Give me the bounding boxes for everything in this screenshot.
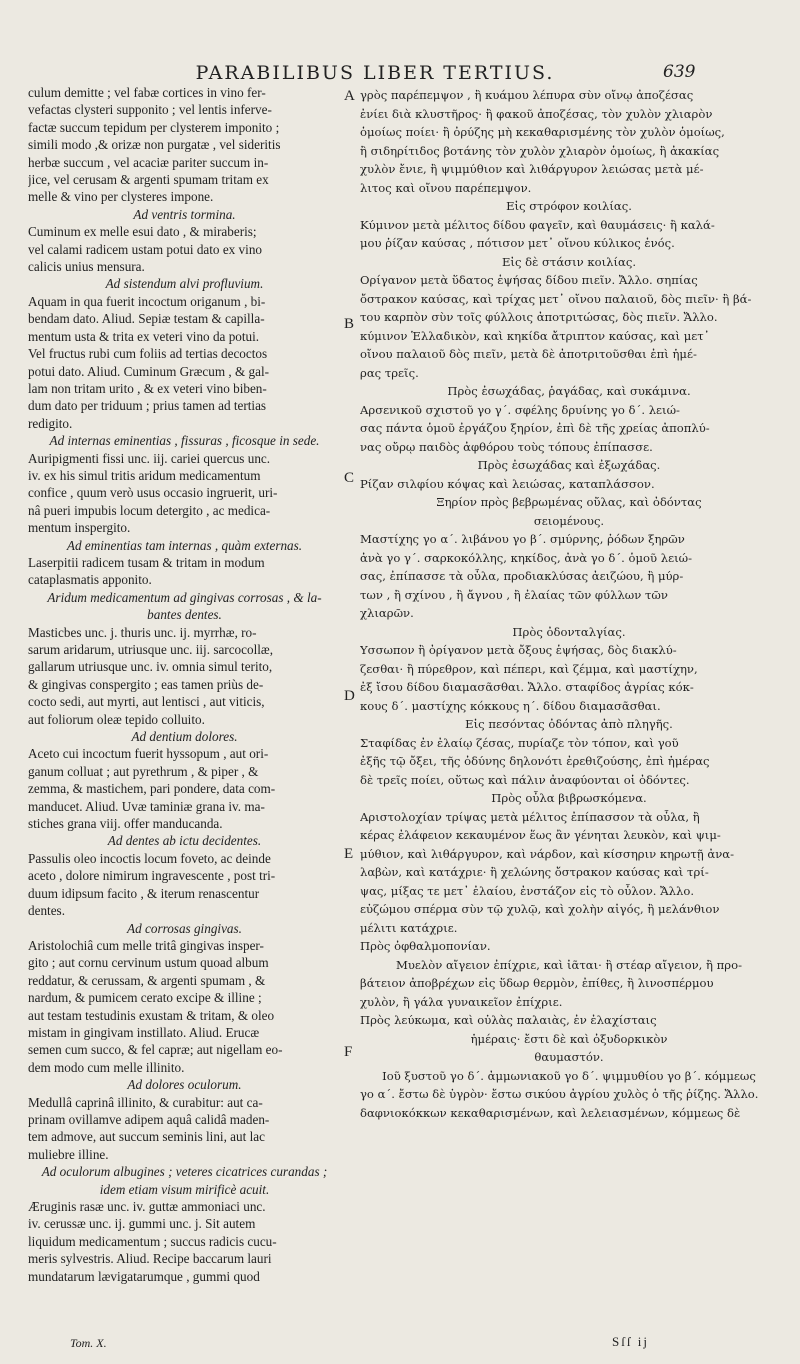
greek-text-line: ἐξῆς τῷ ὄξει, τῆς ὀδύνης δηλονότι ἐρεθιζούσης, ἐπὶ ἡμέρας xyxy=(360,754,710,768)
greek-text-line: του καρπὸν σὺν τοῖς φύλλοις ἀποτριτώσας, δὸς πιεῖν. Ἄλλο. xyxy=(360,310,718,324)
latin-heading: bantes dentes. xyxy=(147,607,222,623)
latin-text-line: muliebre illine. xyxy=(28,1146,109,1162)
latin-text-line: Cuminum ex melle esui dato , & miraberis; xyxy=(28,224,257,240)
latin-text-line: Masticbes unc. j. thuris unc. ij. myrrhæ, ro- xyxy=(28,624,257,640)
running-title: PARABILIBUS LIBER TERTIUS. xyxy=(195,62,555,84)
signature-mark: Sſſ ij xyxy=(612,1334,649,1349)
latin-text-line: dum dato per triduum ; prius tamen ad tertias xyxy=(28,398,267,414)
latin-text-line: Medullâ caprinâ illinito, & curabitur: aut ca- xyxy=(28,1094,263,1110)
margin-letter-e: E xyxy=(344,846,354,862)
greek-text-line: ὄστρακον καύσας, καὶ τρίχας μετ᾽ οἴνου παλαιοῦ, δὸς πιεῖν· ἢ βά- xyxy=(360,291,752,306)
latin-text-line: Aceto cui incoctum fuerit hyssopum , aut ori- xyxy=(28,746,269,762)
latin-text-line: sarum aridarum, utriusque unc. iij. sarcocollæ, xyxy=(28,642,274,657)
greek-text-line: Ρίζαν σιλφίου κόψας καὶ λειώσας, καταπλάσσον. xyxy=(360,476,655,491)
greek-text-line: χλιαρῶν. xyxy=(360,606,414,620)
latin-text-line: gallarum utriusque unc. iv. omnia simul terito, xyxy=(28,659,273,675)
greek-text-line: γρὸς παρέπεμψον , ἢ κυάμου λέπυρα σὺν οἴνῳ ἀποζέσας xyxy=(360,88,694,102)
latin-text-line: stiches grana viij. offer manducanda. xyxy=(28,816,223,832)
latin-text-line: Vel fructus rubi cum foliis ad tertias decoctos xyxy=(28,346,268,362)
latin-text-line: vefactas clysteri supponito ; vel lentis inferve- xyxy=(28,102,272,118)
latin-text-line: dentes. xyxy=(28,903,65,919)
greek-text-line: βάτειον ἀποβρέχων εἰς ὕδωρ θερμὸν, ἐπίθες, ἢ λινοσπέρμου xyxy=(360,976,714,990)
latin-text-line: aceto , dolore nimirum ingravescente , post tri- xyxy=(28,868,276,884)
greek-text-line: ζεσθαι· ἢ πύρεθρον, καὶ πέπερι, καὶ ζέμμα, καὶ μαστίχην, xyxy=(360,661,698,676)
greek-text-line: Αρσενικοῦ σχιστοῦ γο γ΄. σφέλης δρυίνης γο δ΄. λειώ- xyxy=(360,402,680,417)
latin-text-line: Aquam in qua fuerit incoctum origanum , bi- xyxy=(28,293,266,309)
greek-text-line: Πρὸς ὀφθαλμοπονίαν. xyxy=(360,939,491,953)
latin-text-line: bendam dato. Aliud. Sepiæ testam & capilla- xyxy=(28,311,265,327)
greek-text-line: ὁμοίως ποίει· ἢ ὀρύζης μὴ κεκαθαρισμένης τὸν χυλὸν ὁμοίως, xyxy=(360,125,725,139)
latin-text-line: duum idipsum facito , & iterum renascentur xyxy=(28,885,260,901)
greek-text-line: σας, ἐπίπασσε τὰ οὖλα, προδιακλύσας ἀειζώου, ἢ μύρ- xyxy=(360,569,684,583)
latin-heading: Ad oculorum albugines ; veteres cicatrices curandas ; xyxy=(41,1164,328,1180)
greek-text-line: γο α΄. ἔστω δὲ ὑγρὸν· ἔστω σικύου ἀγρίου χυλὸς ὁ τῆς ῥίζης. Ἄλλο. xyxy=(360,1087,759,1101)
latin-text-line: Auripigmenti fissi unc. iij. cariei quercus unc. xyxy=(28,450,271,466)
greek-text-line: σας πάντα ὁμοῦ ἐργάζου ξηρίον, ἐπὶ δὲ τῆς χρείας ἀποπλύ- xyxy=(360,421,710,435)
greek-text-line: μου ῥίζαν καύσας , πότισον μετ᾽ οἴνου κύλικος ἑνός. xyxy=(360,236,675,250)
greek-heading: Μυελὸν αἴγειον ἐπίχριε, καὶ ἰᾶται· ἢ στέαρ αἴγειον, ἢ προ- xyxy=(395,957,743,972)
greek-text-line: λαβὼν, καὶ κατάχριε· ἢ χελώνης ὄστρακον καύσας καὶ τρί- xyxy=(360,865,709,879)
volume-label: Tom. X. xyxy=(70,1336,107,1350)
greek-text-line: χυλὸν ἔνιε, ἢ ψιμμύθιον καὶ λιθάργυρον λειώσας μετὰ μέ- xyxy=(360,162,704,176)
greek-heading: Πρὸς οὖλα βιβρωσκόμενα. xyxy=(491,791,647,805)
greek-heading: ἡμέραις· ἔστι δὲ καὶ ὀξυδορκικὸν xyxy=(470,1031,668,1046)
latin-text-line: mundatarum lævigatarumque , gummi quod xyxy=(28,1268,260,1284)
greek-text-line: μέλιτι κατάχριε. xyxy=(360,920,458,935)
latin-heading: Ad eminentias tam internas , quàm externas. xyxy=(66,537,303,553)
greek-heading: θαυμαστόν. xyxy=(534,1050,604,1064)
greek-text-line: εὐζώμου σπέρμα σὺν τῷ χυλῷ, καὶ χολὴν αἰγός, ἢ μελάνθιον xyxy=(360,902,720,916)
greek-text-line: Κύμινον μετὰ μέλιτος δίδου φαγεῖν, καὶ θαυμάσεις· ἢ καλά- xyxy=(360,217,715,232)
greek-text-line: κύμινον Ἑλλαδικὸν, καὶ κηκίδα ἄτριπτον καύσας, καὶ μετ᾽ xyxy=(360,328,710,343)
latin-heading: Ad dentium dolores. xyxy=(131,729,238,745)
latin-text-line: Æruginis rasæ unc. iv. guttæ ammoniaci unc. xyxy=(28,1199,266,1214)
latin-heading: Ad sistendum alvi profluvium. xyxy=(105,276,264,292)
greek-heading: Ιοῦ ξυστοῦ γο δ΄. ἀμμωνιακοῦ γο δ΄. ψιμμυθίου γο β΄. κόμμεως xyxy=(382,1068,756,1083)
greek-text-line: νας οὔρῳ παιδὸς ἀφθόρου τοὺς τόπους ἐπίπασσε. xyxy=(360,439,653,454)
latin-text-line: mentum usta & trita ex veteri vino da potui. xyxy=(28,328,260,344)
latin-text-line: calicis unius mensura. xyxy=(28,259,145,275)
latin-text-line: Passulis oleo incoctis locum foveto, ac deinde xyxy=(28,850,271,866)
latin-text-line: herbæ succum , vel acaciæ pariter succum in- xyxy=(28,154,269,170)
latin-text-line: & gingivas conspergito ; eas tamen priùs de- xyxy=(28,676,264,692)
latin-text-line: iv. ex his simul tritis aridum medicamentum xyxy=(28,467,261,483)
greek-heading: Πρὸς ὀδονταλγίας. xyxy=(512,624,626,639)
greek-text-line: δαφνιοκόκκων κεκαθαρισμένων, καὶ λελειασμένων, κόμμεως δὲ xyxy=(360,1105,741,1120)
greek-text-line: ἢ σιδηρίτιδος βοτάνης τὸν χυλὸν χλιαρὸν ὁμοίως, ἢ ἀκακίας xyxy=(360,143,720,158)
latin-heading: Ad dolores oculorum. xyxy=(127,1077,242,1093)
greek-column xyxy=(360,86,778,1122)
latin-text-line: vel calami radicem ustam potui dato ex vino xyxy=(28,241,263,257)
latin-heading: Ad internas eminentias , fissuras , ficosque in sede. xyxy=(49,433,320,449)
latin-text-line: cocto sedi, aut myrti, aut lentisci , aut viticis, xyxy=(28,694,265,710)
latin-text-line: tem admove, aut succum seminis lini, aut lac xyxy=(28,1129,265,1145)
greek-text-line: κέρας ἐλάφειον κεκαυμένον ἕως ἂν γένηται λευκὸν, καὶ ψιμ- xyxy=(360,828,721,842)
margin-letter-b: B xyxy=(344,316,355,332)
greek-text-line: Ορίγανον μετὰ ὕδατος ἑψήσας δίδου πιεῖν. Ἄλλο. σηπίας xyxy=(360,273,698,287)
greek-heading: Εἰς δὲ στάσιν κοιλίας. xyxy=(501,254,637,269)
greek-text-line: ἐξ ἴσου δίδου διαμασᾶσθαι. Ἄλλο. σταφίδος ἀγρίας κόκ- xyxy=(360,680,694,694)
greek-heading: Πρὸς ἐσωχάδας, ῥαγάδας, καὶ συκάμινα. xyxy=(447,384,691,398)
latin-text-line: ganum colluat ; aut pyrethrum , & piper , & xyxy=(28,763,259,779)
latin-heading: idem etiam visum mirificè acuit. xyxy=(99,1181,270,1197)
greek-heading: Εἰς στρόφον κοιλίας. xyxy=(506,199,632,213)
latin-heading: Aridum medicamentum ad gingivas corrosas , & la- xyxy=(47,589,322,605)
latin-text-line: mistam in gingivam instillato. Aliud. Erucæ xyxy=(28,1024,260,1040)
latin-column xyxy=(28,84,341,1285)
greek-text-line: χυλὸν, ἢ γάλα γυναικεῖον ἐπίχριε. xyxy=(360,994,563,1009)
latin-text-line: jice, vel cerusam & argenti spumam tritam ex xyxy=(28,172,269,188)
greek-text-line: των , ἢ σχίνου , ἢ ἄγνου , ἢ ἐλαίας τῶν φύλλων τῶν xyxy=(360,587,668,602)
margin-letter-d: D xyxy=(344,688,355,704)
greek-text-line: ψας, μίξας τε μετ᾽ ἐλαίου, ἐνστάζον εἰς τὸ οὖλον. Ἄλλο. xyxy=(360,883,695,898)
greek-text-line: Μαστίχης γο α΄. λιβάνου γο β΄. σμύρνης, ῥόδων ξηρῶν xyxy=(360,532,685,546)
latin-text-line: gito ; aut cornu cervinum ustum quoad album xyxy=(28,955,269,971)
margin-letter-c: C xyxy=(344,470,355,486)
latin-text-line: Aristolochiâ cum melle tritâ gingivas insper- xyxy=(28,937,264,953)
greek-text-line: οἴνου παλαιοῦ δὸς πιεῖν, μετὰ δὲ ἀποτριτοῦσθαι ἐπὶ ἡμέ- xyxy=(360,347,697,361)
latin-text-line: confice , quum verò usus occasio ingruerit, uri- xyxy=(28,485,278,501)
latin-heading: Ad dentes ab ictu decidentes. xyxy=(107,833,262,849)
greek-text-line: δὲ τρεῖς ποίει, οὕτως καὶ πάλιν ἀναφύονται οἱ ὀδόντες. xyxy=(360,772,690,787)
latin-text-line: dem modo cum melle illinito. xyxy=(28,1059,185,1075)
latin-text-line: redigito. xyxy=(28,415,73,431)
greek-text-line: λιτος καὶ οἴνου παρέπεμψον. xyxy=(360,180,532,195)
latin-text-line: lam non tritam urito , & ex veteri vino biben- xyxy=(28,380,267,396)
latin-text-line: Laserpitii radicem tusam & tritam in modum xyxy=(28,554,265,570)
margin-letter-a: A xyxy=(344,88,355,104)
greek-text-line: Υσσωπον ἢ ὀρίγανον μετὰ ὄξους ἑψήσας, δὸς διακλύ- xyxy=(360,643,677,657)
greek-text-line: μύθιον, καὶ λιθάργυρον, καὶ νάρδον, καὶ κίσσηριν κηρωτῇ ἀνα- xyxy=(360,846,735,861)
greek-text-line: Αριστολοχίαν τρίψας μετὰ μέλιτος ἐπίπασσον τὰ οὖλα, ἢ xyxy=(360,809,700,824)
greek-heading: Πρὸς ἐσωχάδας καὶ ἐξωχάδας. xyxy=(477,458,661,472)
greek-text-line: ρας τρεῖς. xyxy=(360,365,419,380)
greek-heading: Ξηρίον πρὸς βεβρωμένας οὔλας, καὶ ὀδόντας xyxy=(436,495,702,509)
latin-text-line: cataplasmatis apponito. xyxy=(28,572,152,588)
latin-text-line: mentum inspergito. xyxy=(28,520,131,536)
greek-text-line: ἀνὰ γο γ΄. σαρκοκόλλης, κηκίδος, ἀνὰ γο δ΄. ὁμοῦ λειώ- xyxy=(360,550,693,565)
latin-text-line: aut testam testudinis exustam & tritam, & oleo xyxy=(28,1007,275,1023)
greek-heading: Εἰς πεσόντας ὀδόντας ἀπὸ πληγῆς. xyxy=(465,717,673,731)
latin-heading: Ad ventris tormina. xyxy=(133,206,236,222)
greek-text-line: Πρὸς λεύκωμα, καὶ οὐλὰς παλαιὰς, ἐν ἐλαχίσταις xyxy=(360,1013,657,1027)
margin-letter-f: F xyxy=(344,1044,353,1060)
latin-text-line: liquidum medicamentum ; succus radicis cucu- xyxy=(28,1233,277,1249)
greek-text-line: ἐνίει διὰ κλυστῆρος· ἢ φακοῦ ἀποζέσας, τὸν χυλὸν χλιαρὸν xyxy=(360,106,713,121)
greek-text-line: κους δ΄. μαστίχης κόκκους η΄. δίδου διαμασᾶσθαι. xyxy=(360,698,661,713)
latin-text-line: factæ succum tepidum per clysterem imponito ; xyxy=(28,119,280,135)
greek-heading: σειομένους. xyxy=(533,513,605,528)
latin-text-line: reddatur, & cerussam, & argenti spumam , & xyxy=(28,972,266,988)
latin-text-line: prinam ovillamve adipem aquâ calidâ maden- xyxy=(28,1111,270,1127)
latin-text-line: manducet. Aliud. Uvæ taminiæ grana iv. ma- xyxy=(28,798,265,814)
latin-text-line: zemma, & mastichem, pari pondere, data com- xyxy=(28,781,276,797)
page-number: 639 xyxy=(663,62,696,82)
latin-text-line: melle & vino per clysteres impone. xyxy=(28,189,214,205)
latin-text-line: semen cum succo, & fel capræ; aut nigellam eo- xyxy=(28,1042,283,1058)
latin-heading: Ad corrosas gingivas. xyxy=(127,920,242,936)
greek-text-line: Σταφίδας ἐν ἐλαίῳ ζέσας, πυρίαζε τὸν τόπον, καὶ γοῦ xyxy=(360,735,679,750)
latin-text-line: nardum, & pumicem cerato excipe & illine ; xyxy=(28,990,262,1006)
latin-text-line: meris sylvestris. Aliud. Recipe baccarum lauri xyxy=(28,1251,272,1267)
latin-text-line: simili modo ,& orizæ non purgatæ , vel sideritis xyxy=(28,137,281,153)
latin-text-line: culum demitte ; vel fabæ cortices in vino fer- xyxy=(28,85,266,100)
latin-text-line: nâ pueri impubis locum detergito , ac medica- xyxy=(28,502,271,518)
latin-text-line: iv. cerussæ unc. ij. gummi unc. j. Sit autem xyxy=(28,1216,256,1232)
latin-text-line: potui dato. Aliud. Cuminum Græcum , & gal- xyxy=(28,363,270,379)
latin-text-line: aut foliorum oleæ tepido colluito. xyxy=(28,711,205,727)
